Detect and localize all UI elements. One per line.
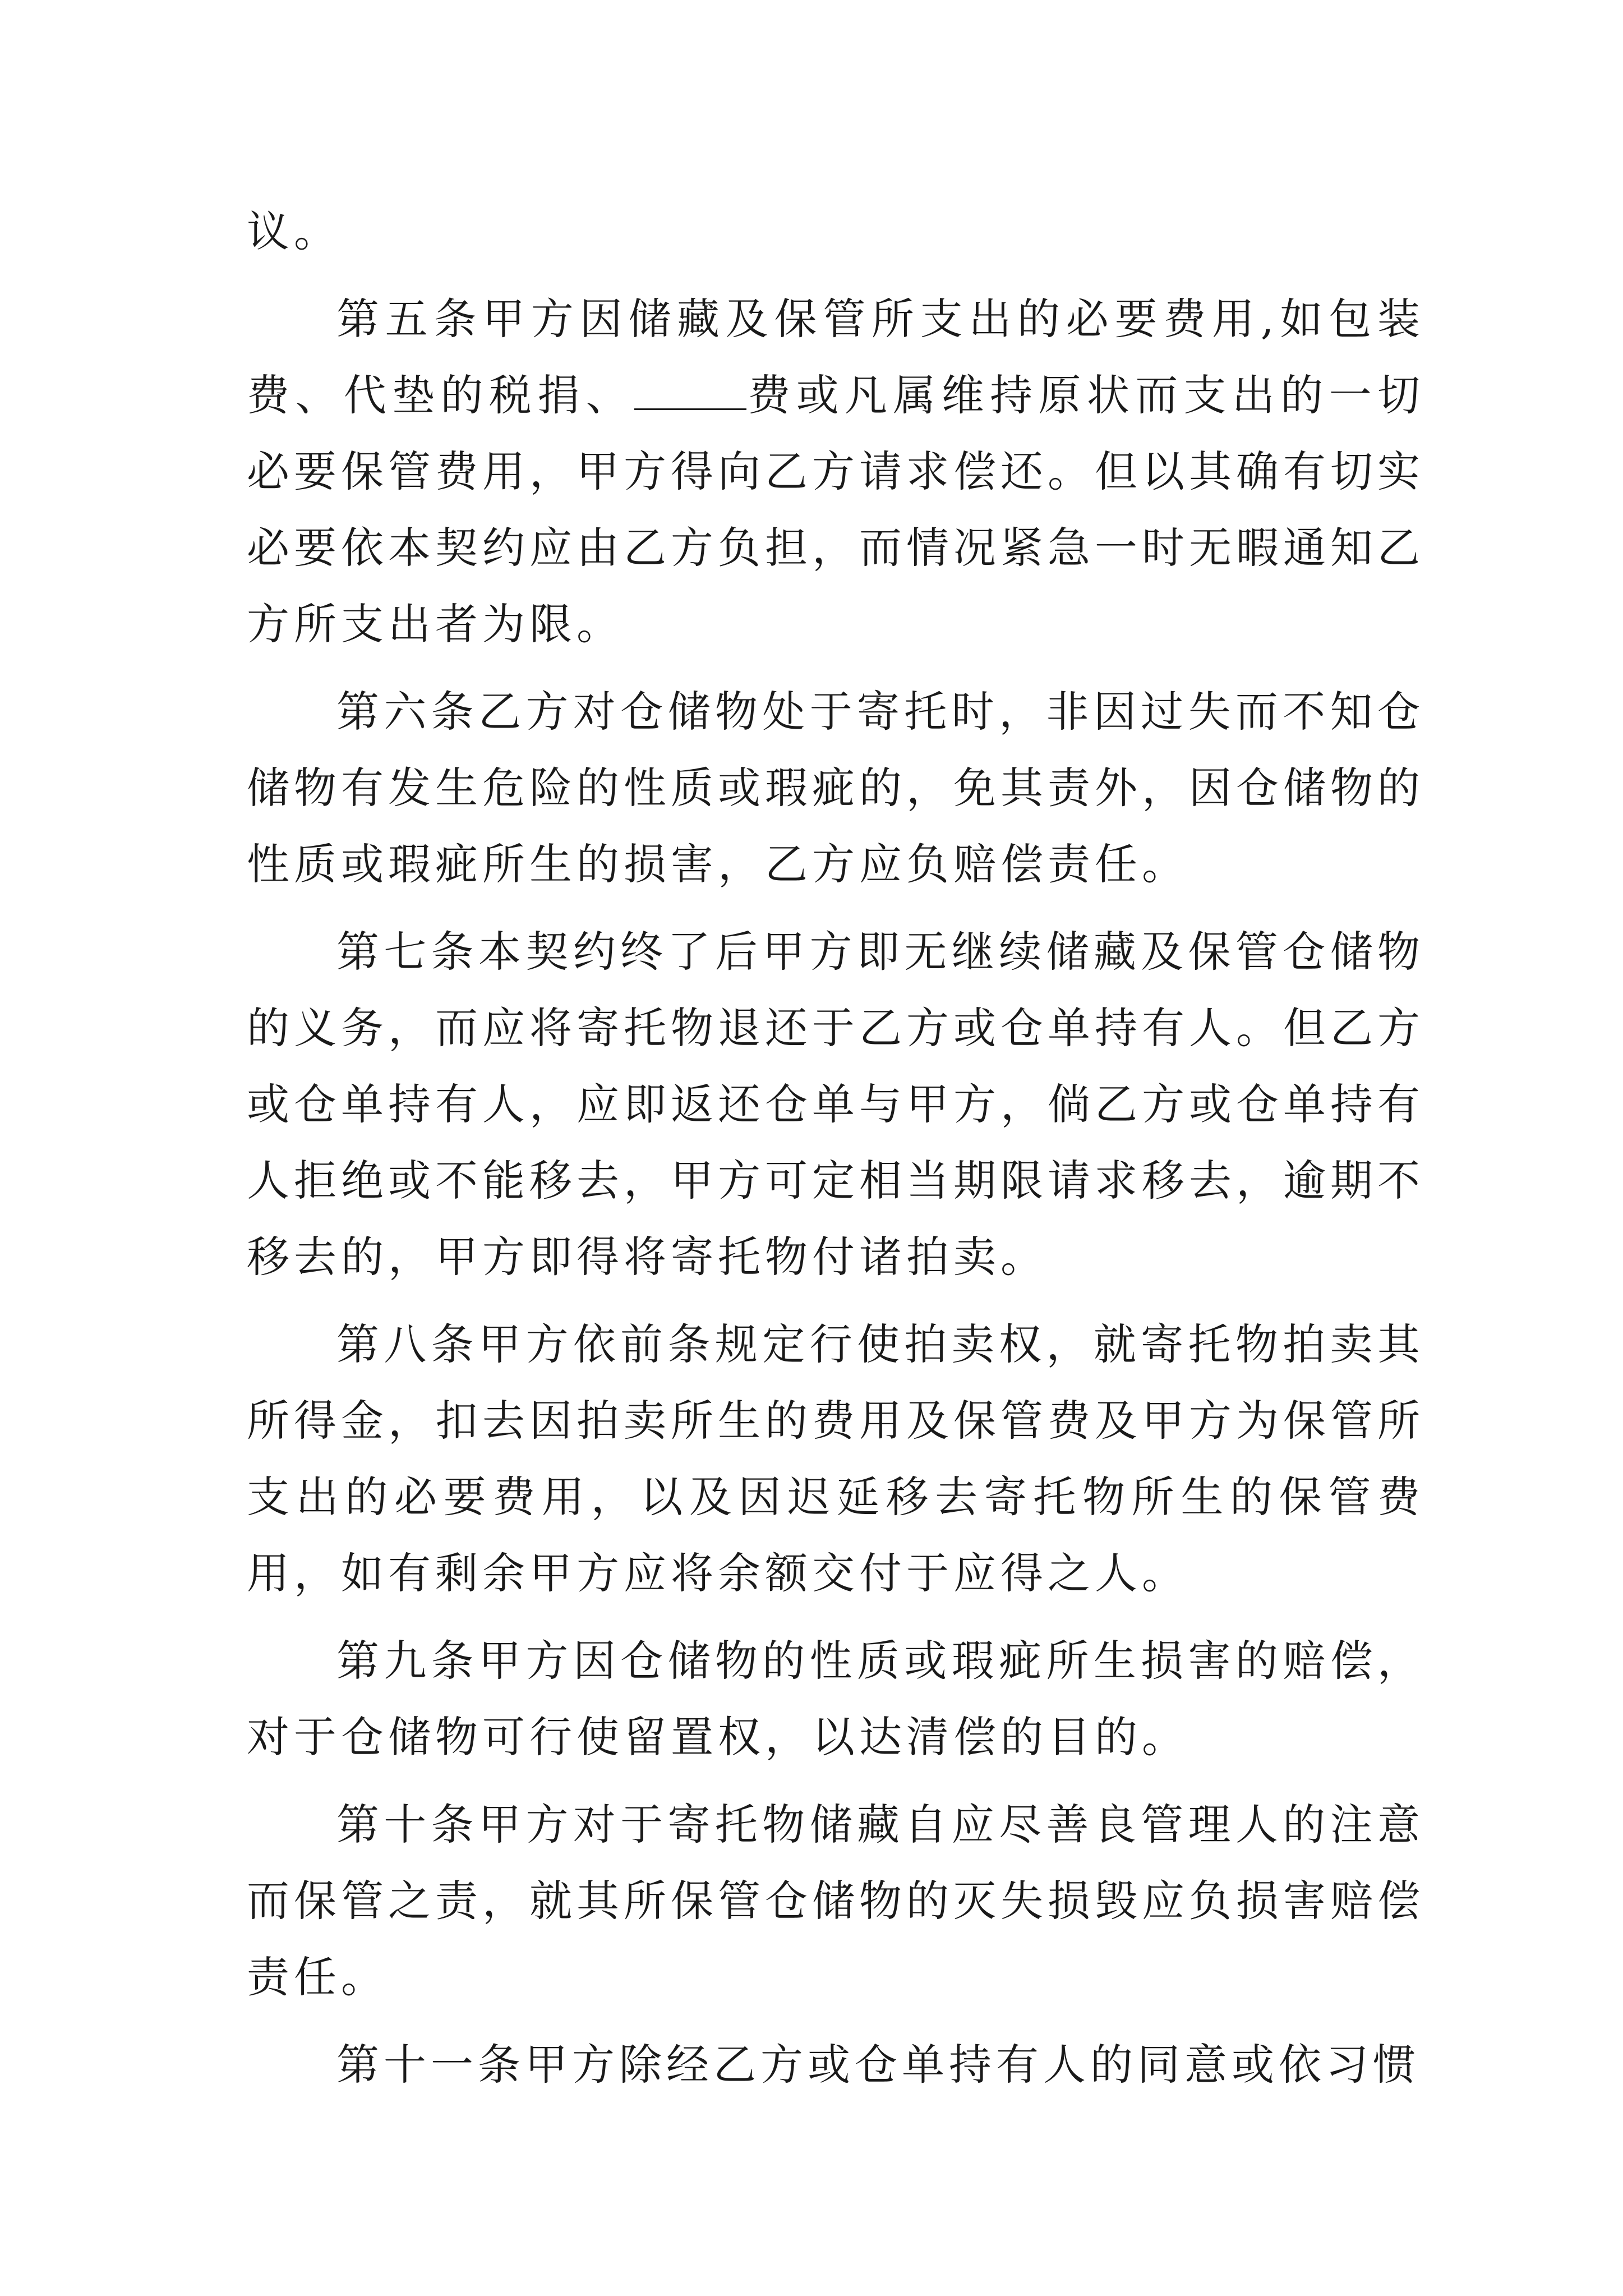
paragraph-text: 第五条甲方因储藏及保管所支出的必要费用,如包装费、代垫的税捐、 xyxy=(247,294,1424,420)
paragraph-text: 第八条甲方依前条规定行使拍卖权，就寄托物拍卖其所得金，扣去因拍卖所生的费用及保管费及甲方为保管所支出的必要费用，以及因迟延移去寄托物所生的保管费用，如有剩余甲方应将余额交付于应得之人。 xyxy=(247,1319,1424,1598)
paragraph-article-11 xyxy=(247,2027,1424,2103)
paragraph-article-5 xyxy=(247,281,1424,662)
paragraph-text: 议。 xyxy=(247,206,341,256)
paragraph-article-7 xyxy=(247,914,1424,1295)
paragraph-article-10 xyxy=(247,1787,1424,2016)
paragraph-text: 第十条甲方对于寄托物储藏自应尽善良管理人的注意而保管之责，就其所保管仓储物的灭失损毁应负损害赔偿责任。 xyxy=(247,1800,1424,2002)
paragraph-text: 第六条乙方对仓储物处于寄托时，非因过失而不知仓储物有发生危险的性质或瑕疵的，免其责外，因仓储物的性质或瑕疵所生的损害，乙方应负赔偿责任。 xyxy=(247,687,1424,889)
paragraph-text: 费或凡属维持原状而支出的一切必要保管费用，甲方得向乙方请求偿还。但以其确有切实必要依本契约应由乙方负担，而情况紧急一时无暇通知乙方所支出者为限。 xyxy=(247,370,1425,649)
paragraph-text: 第十一条甲方除经乙方或仓单持有人的同意或依习惯 xyxy=(336,2040,1420,2090)
document-body xyxy=(247,194,1424,2114)
paragraph-text: 第七条本契约终了后甲方即无继续储藏及保管仓储物的义务，而应将寄托物退还于乙方或仓单持有人。但乙方或仓单持有人，应即返还仓单与甲方，倘乙方或仓单持有人拒绝或不能移去，甲方可定相当期限请求移去，逾期不移去的，甲方即得将寄托物付诸拍卖。 xyxy=(247,927,1424,1282)
paragraph-article-6 xyxy=(247,674,1424,903)
fill-in-blank xyxy=(634,366,746,410)
paragraph-article-9 xyxy=(247,1623,1424,1775)
paragraph-text: 第九条甲方因仓储物的性质或瑕疵所生损害的赔偿，对于仓储物可行使留置权，以达清偿的目的。 xyxy=(247,1636,1424,1762)
paragraph-article-8 xyxy=(247,1306,1424,1612)
paragraph-continuation xyxy=(247,194,1424,270)
